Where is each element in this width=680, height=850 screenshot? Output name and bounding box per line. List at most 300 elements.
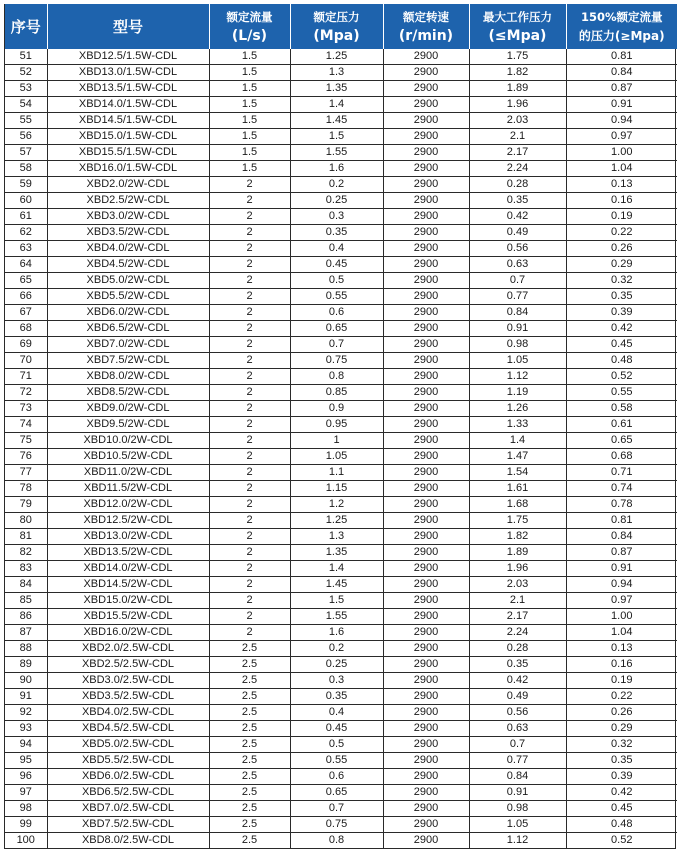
cell-rated-speed: 2900	[383, 241, 469, 257]
cell-seq: 73	[5, 401, 47, 417]
cell-max-pressure: 0.77	[469, 753, 566, 769]
cell-model: XBD12.5/1.5W-CDL	[47, 49, 209, 65]
cell-max-pressure: 1.82	[469, 65, 566, 81]
cell-max-pressure: 0.77	[469, 289, 566, 305]
cell-rated-flow: 2	[209, 593, 290, 609]
cell-rated-speed: 2900	[383, 49, 469, 65]
cell-rated-speed: 2900	[383, 673, 469, 689]
cell-rated-pressure: 0.45	[290, 721, 383, 737]
cell-model: XBD7.0/2.5W-CDL	[47, 801, 209, 817]
table-body	[5, 49, 677, 848]
header-seq	[5, 4, 47, 49]
header-rated-flow	[209, 4, 290, 49]
cell-rated-flow: 2.5	[209, 785, 290, 801]
cell-rated-flow: 2	[209, 273, 290, 289]
cell-max-pressure: 0.28	[469, 641, 566, 657]
cell-seq: 56	[5, 129, 47, 145]
cell-max-pressure: 1.68	[469, 497, 566, 513]
cell-model: XBD5.5/2W-CDL	[47, 289, 209, 305]
cell-rated-flow: 2	[209, 321, 290, 337]
cell-max-pressure: 1.96	[469, 561, 566, 577]
cell-seq: 62	[5, 225, 47, 241]
cell-rated-pressure: 1.1	[290, 465, 383, 481]
cell-rated-pressure: 0.25	[290, 193, 383, 209]
cell-seq: 82	[5, 545, 47, 561]
cell-model: XBD13.5/1.5W-CDL	[47, 81, 209, 97]
cell-150-flow-pressure: 0.22	[566, 689, 677, 705]
cell-rated-pressure: 0.5	[290, 273, 383, 289]
cell-max-pressure: 1.26	[469, 401, 566, 417]
cell-rated-flow: 2	[209, 529, 290, 545]
cell-seq: 96	[5, 769, 47, 785]
header-seq-label: 序号	[10, 17, 41, 36]
cell-rated-flow: 2	[209, 545, 290, 561]
cell-model: XBD2.5/2.5W-CDL	[47, 657, 209, 673]
cell-max-pressure: 0.91	[469, 321, 566, 337]
header-rated-flow-unit: (L/s)	[231, 27, 268, 44]
cell-model: XBD8.5/2W-CDL	[47, 385, 209, 401]
cell-rated-pressure: 1.5	[290, 593, 383, 609]
header-150-flow-pressure-label: 150%额定流量	[580, 9, 663, 24]
cell-max-pressure: 1.4	[469, 433, 566, 449]
cell-rated-flow: 2	[209, 449, 290, 465]
cell-rated-speed: 2900	[383, 337, 469, 353]
cell-seq: 57	[5, 145, 47, 161]
cell-150-flow-pressure: 0.97	[566, 593, 677, 609]
table-row	[5, 705, 677, 721]
cell-150-flow-pressure: 1.04	[566, 161, 677, 177]
cell-seq: 97	[5, 785, 47, 801]
cell-150-flow-pressure: 0.78	[566, 497, 677, 513]
cell-model: XBD15.5/2W-CDL	[47, 609, 209, 625]
cell-rated-pressure: 0.8	[290, 833, 383, 849]
cell-rated-speed: 2900	[383, 577, 469, 593]
table-row	[5, 305, 677, 321]
table-row	[5, 81, 677, 97]
cell-rated-flow: 1.5	[209, 81, 290, 97]
cell-rated-pressure: 1.35	[290, 545, 383, 561]
cell-150-flow-pressure: 0.87	[566, 81, 677, 97]
cell-rated-pressure: 0.75	[290, 817, 383, 833]
cell-150-flow-pressure: 0.19	[566, 673, 677, 689]
cell-rated-flow: 1.5	[209, 129, 290, 145]
cell-seq: 86	[5, 609, 47, 625]
cell-seq: 74	[5, 417, 47, 433]
cell-rated-flow: 1.5	[209, 97, 290, 113]
cell-seq: 72	[5, 385, 47, 401]
cell-rated-pressure: 1.5	[290, 129, 383, 145]
cell-max-pressure: 2.03	[469, 577, 566, 593]
cell-max-pressure: 0.42	[469, 209, 566, 225]
cell-max-pressure: 1.75	[469, 513, 566, 529]
table-row	[5, 385, 677, 401]
cell-rated-pressure: 1.25	[290, 49, 383, 65]
table-row	[5, 577, 677, 593]
cell-150-flow-pressure: 0.91	[566, 97, 677, 113]
cell-150-flow-pressure: 0.97	[566, 129, 677, 145]
cell-rated-flow: 2	[209, 241, 290, 257]
cell-model: XBD5.5/2.5W-CDL	[47, 753, 209, 769]
cell-model: XBD4.0/2.5W-CDL	[47, 705, 209, 721]
cell-rated-speed: 2900	[383, 817, 469, 833]
cell-seq: 53	[5, 81, 47, 97]
cell-seq: 84	[5, 577, 47, 593]
cell-rated-pressure: 0.6	[290, 769, 383, 785]
cell-150-flow-pressure: 0.16	[566, 657, 677, 673]
cell-rated-flow: 2	[209, 577, 290, 593]
cell-model: XBD5.0/2.5W-CDL	[47, 737, 209, 753]
cell-model: XBD15.0/2W-CDL	[47, 593, 209, 609]
cell-150-flow-pressure: 0.58	[566, 401, 677, 417]
cell-seq: 55	[5, 113, 47, 129]
cell-max-pressure: 0.56	[469, 705, 566, 721]
cell-150-flow-pressure: 0.13	[566, 641, 677, 657]
cell-150-flow-pressure: 0.94	[566, 577, 677, 593]
cell-max-pressure: 1.54	[469, 465, 566, 481]
cell-model: XBD4.0/2W-CDL	[47, 241, 209, 257]
cell-rated-flow: 2	[209, 353, 290, 369]
cell-rated-flow: 2	[209, 193, 290, 209]
cell-150-flow-pressure: 0.35	[566, 753, 677, 769]
cell-150-flow-pressure: 0.87	[566, 545, 677, 561]
cell-max-pressure: 0.28	[469, 177, 566, 193]
cell-rated-pressure: 0.25	[290, 657, 383, 673]
cell-rated-speed: 2900	[383, 209, 469, 225]
header-rated-speed	[383, 4, 469, 49]
cell-rated-flow: 2.5	[209, 721, 290, 737]
table-row	[5, 721, 677, 737]
cell-model: XBD12.5/2W-CDL	[47, 513, 209, 529]
table-row	[5, 273, 677, 289]
cell-rated-flow: 2.5	[209, 833, 290, 849]
cell-model: XBD6.0/2W-CDL	[47, 305, 209, 321]
table-row	[5, 257, 677, 273]
cell-seq: 65	[5, 273, 47, 289]
table-row	[5, 497, 677, 513]
cell-150-flow-pressure: 0.65	[566, 433, 677, 449]
cell-model: XBD7.0/2W-CDL	[47, 337, 209, 353]
cell-rated-speed: 2900	[383, 177, 469, 193]
cell-model: XBD11.0/2W-CDL	[47, 465, 209, 481]
cell-rated-speed: 2900	[383, 497, 469, 513]
header-rated-speed-unit: (r/min)	[398, 27, 454, 44]
header-max-pressure-label: 最大工作压力	[483, 9, 552, 24]
cell-rated-speed: 2900	[383, 833, 469, 849]
cell-rated-pressure: 1.4	[290, 97, 383, 113]
cell-150-flow-pressure: 0.39	[566, 769, 677, 785]
cell-max-pressure: 1.47	[469, 449, 566, 465]
table-row	[5, 145, 677, 161]
cell-max-pressure: 0.7	[469, 737, 566, 753]
cell-rated-pressure: 0.45	[290, 257, 383, 273]
cell-rated-flow: 2	[209, 625, 290, 641]
cell-rated-speed: 2900	[383, 113, 469, 129]
cell-seq: 83	[5, 561, 47, 577]
cell-150-flow-pressure: 0.55	[566, 385, 677, 401]
table-row	[5, 97, 677, 113]
cell-seq: 54	[5, 97, 47, 113]
cell-rated-flow: 2	[209, 497, 290, 513]
cell-rated-speed: 2900	[383, 289, 469, 305]
cell-rated-pressure: 0.55	[290, 289, 383, 305]
cell-max-pressure: 1.82	[469, 529, 566, 545]
header-model-label: 型号	[112, 17, 143, 36]
table-row	[5, 753, 677, 769]
cell-rated-speed: 2900	[383, 593, 469, 609]
cell-model: XBD2.5/2W-CDL	[47, 193, 209, 209]
cell-rated-pressure: 1.35	[290, 81, 383, 97]
cell-150-flow-pressure: 0.45	[566, 801, 677, 817]
cell-150-flow-pressure: 0.52	[611, 834, 633, 846]
cell-150-flow-pressure: 0.32	[566, 273, 677, 289]
header-max-pressure-unit: (≤Mpa)	[488, 27, 547, 44]
cell-150-flow-pressure: 0.42	[566, 785, 677, 801]
table-row	[5, 321, 677, 337]
cell-seq: 93	[5, 721, 47, 737]
cell-model: XBD13.5/2W-CDL	[47, 545, 209, 561]
cell-max-pressure: 0.7	[469, 273, 566, 289]
table-row	[5, 177, 677, 193]
cell-max-pressure: 2.17	[469, 609, 566, 625]
cell-rated-pressure: 0.65	[290, 321, 383, 337]
cell-seq: 69	[5, 337, 47, 353]
cell-150-flow-pressure: 0.48	[566, 353, 677, 369]
cell-max-pressure: 0.63	[469, 721, 566, 737]
cell-max-pressure: 1.12	[469, 369, 566, 385]
cell-rated-flow: 2.5	[209, 737, 290, 753]
table-row	[5, 129, 677, 145]
cell-rated-pressure: 1.45	[290, 113, 383, 129]
cell-max-pressure: 0.84	[469, 769, 566, 785]
cell-max-pressure: 0.98	[469, 337, 566, 353]
cell-150-flow-pressure: 1.00	[566, 609, 677, 625]
cell-max-pressure: 1.75	[469, 49, 566, 65]
cell-seq: 58	[5, 161, 47, 177]
cell-model: XBD14.5/2W-CDL	[47, 577, 209, 593]
cell-rated-pressure: 1.45	[290, 577, 383, 593]
cell-rated-flow: 2	[209, 433, 290, 449]
cell-max-pressure: 1.19	[469, 385, 566, 401]
header-rated-pressure-label: 额定压力	[313, 9, 360, 24]
pump-spec-table	[5, 4, 677, 848]
cell-150-flow-pressure: 0.13	[566, 177, 677, 193]
cell-seq: 91	[5, 689, 47, 705]
cell-rated-speed: 2900	[383, 257, 469, 273]
cell-seq: 92	[5, 705, 47, 721]
cell-model: XBD5.0/2W-CDL	[47, 273, 209, 289]
cell-rated-pressure: 0.7	[290, 337, 383, 353]
table-row	[5, 673, 677, 689]
table-row	[5, 369, 677, 385]
cell-rated-pressure: 0.55	[290, 753, 383, 769]
cell-rated-flow: 2	[209, 609, 290, 625]
cell-150-flow-pressure: 0.39	[566, 305, 677, 321]
cell-max-pressure: 2.24	[469, 161, 566, 177]
cell-rated-speed: 2900	[383, 545, 469, 561]
cell-model: XBD14.0/2W-CDL	[47, 561, 209, 577]
cell-150-flow-pressure: 0.94	[566, 113, 677, 129]
cell-seq: 66	[5, 289, 47, 305]
cell-rated-pressure: 1.2	[290, 497, 383, 513]
table-row	[5, 289, 677, 305]
cell-rated-flow: 2	[209, 401, 290, 417]
cell-rated-pressure: 0.65	[290, 785, 383, 801]
cell-model: XBD2.0/2W-CDL	[47, 177, 209, 193]
cell-seq: 78	[5, 481, 47, 497]
cell-rated-speed: 2900	[383, 321, 469, 337]
cell-rated-pressure: 1.15	[290, 481, 383, 497]
cell-max-pressure: 2.24	[469, 625, 566, 641]
cell-seq: 70	[5, 353, 47, 369]
cell-rated-speed: 2900	[383, 641, 469, 657]
cell-rated-flow: 2	[209, 513, 290, 529]
table-row	[5, 401, 677, 417]
cell-150-flow-pressure: 0.68	[566, 449, 677, 465]
table-header	[5, 4, 677, 49]
cell-rated-speed: 2900	[383, 801, 469, 817]
table-row	[5, 689, 677, 705]
cell-rated-speed: 2900	[383, 273, 469, 289]
cell-max-pressure: 2.17	[469, 145, 566, 161]
cell-max-pressure: 1.61	[469, 481, 566, 497]
table-row	[5, 353, 677, 369]
table-row	[5, 801, 677, 817]
cell-rated-pressure: 0.4	[290, 241, 383, 257]
cell-seq: 98	[5, 801, 47, 817]
cell-rated-flow: 2.5	[209, 801, 290, 817]
cell-model: XBD4.5/2.5W-CDL	[47, 721, 209, 737]
header-max-pressure	[469, 4, 566, 49]
cell-model: XBD9.5/2W-CDL	[47, 417, 209, 433]
table-row	[5, 785, 677, 801]
table-row	[5, 529, 677, 545]
cell-150-flow-pressure: 0.42	[566, 321, 677, 337]
cell-seq: 89	[5, 657, 47, 673]
cell-rated-flow: 2.5	[209, 753, 290, 769]
cell-max-pressure: 0.84	[469, 305, 566, 321]
cell-seq: 52	[5, 65, 47, 81]
table-row	[5, 657, 677, 673]
cell-rated-pressure: 1.6	[290, 625, 383, 641]
table-row	[5, 625, 677, 641]
cell-rated-speed: 2900	[383, 97, 469, 113]
cell-seq: 90	[5, 673, 47, 689]
cell-150-flow-pressure: 0.84	[566, 65, 677, 81]
cell-rated-speed: 2900	[383, 353, 469, 369]
cell-150-flow-pressure: 0.29	[566, 257, 677, 273]
cell-rated-speed: 2900	[383, 433, 469, 449]
cell-max-pressure: 1.89	[469, 81, 566, 97]
table-row	[5, 817, 677, 833]
cell-model: XBD2.0/2.5W-CDL	[47, 641, 209, 657]
table-row	[5, 513, 677, 529]
cell-150-flow-pressure: 0.32	[566, 737, 677, 753]
cell-rated-speed: 2900	[383, 161, 469, 177]
cell-model: XBD6.5/2W-CDL	[47, 321, 209, 337]
table-row	[5, 545, 677, 561]
cell-rated-flow: 2	[209, 337, 290, 353]
table-row	[5, 481, 677, 497]
cell-150-flow-pressure: 0.84	[566, 529, 677, 545]
cell-seq: 67	[5, 305, 47, 321]
cell-rated-flow: 2	[209, 257, 290, 273]
cell-rated-pressure: 1.55	[290, 145, 383, 161]
cell-rated-pressure: 1.05	[290, 449, 383, 465]
cell-rated-flow: 2	[209, 465, 290, 481]
cell-rated-flow: 2	[209, 385, 290, 401]
cell-rated-flow: 2.5	[209, 705, 290, 721]
cell-rated-speed: 2900	[383, 145, 469, 161]
table-row	[5, 449, 677, 465]
cell-max-pressure: 0.49	[469, 689, 566, 705]
cell-seq: 77	[5, 465, 47, 481]
cell-rated-speed: 2900	[383, 481, 469, 497]
cell-rated-flow: 2.5	[209, 817, 290, 833]
cell-seq: 80	[5, 513, 47, 529]
cell-rated-flow: 2	[209, 177, 290, 193]
cell-rated-speed: 2900	[383, 609, 469, 625]
cell-rated-speed: 2900	[383, 513, 469, 529]
cell-150-flow-pressure: 0.45	[566, 337, 677, 353]
cell-model: XBD10.0/2W-CDL	[47, 433, 209, 449]
cell-seq: 100	[5, 833, 47, 849]
header-150-flow-pressure	[566, 4, 677, 49]
cell-rated-flow: 2.5	[209, 769, 290, 785]
cell-rated-speed: 2900	[383, 385, 469, 401]
cell-seq: 51	[5, 49, 47, 65]
cell-rated-speed: 2900	[383, 449, 469, 465]
cell-max-pressure: 0.98	[469, 801, 566, 817]
cell-seq: 59	[5, 177, 47, 193]
cell-rated-speed: 2900	[383, 769, 469, 785]
cell-model: XBD6.5/2.5W-CDL	[47, 785, 209, 801]
cell-rated-pressure: 1.3	[290, 65, 383, 81]
table-row	[5, 161, 677, 177]
cell-rated-speed: 2900	[383, 753, 469, 769]
cell-max-pressure: 1.96	[469, 97, 566, 113]
header-rated-pressure	[290, 4, 383, 49]
cell-rated-speed: 2900	[383, 721, 469, 737]
cell-150-flow-pressure: 0.61	[566, 417, 677, 433]
table-row	[5, 225, 677, 241]
cell-model: XBD3.5/2.5W-CDL	[47, 689, 209, 705]
cell-max-pressure: 1.89	[469, 545, 566, 561]
table-row	[5, 465, 677, 481]
cell-seq: 61	[5, 209, 47, 225]
cell-max-pressure: 0.49	[469, 225, 566, 241]
cell-rated-pressure: 1.55	[290, 609, 383, 625]
cell-model: XBD16.0/2W-CDL	[47, 625, 209, 641]
cell-model: XBD10.5/2W-CDL	[47, 449, 209, 465]
table-row	[5, 737, 677, 753]
table-row	[5, 113, 677, 129]
cell-model: XBD13.0/2W-CDL	[47, 529, 209, 545]
cell-rated-speed: 2900	[383, 529, 469, 545]
cell-rated-pressure: 0.7	[290, 801, 383, 817]
cell-rated-pressure: 0.3	[290, 209, 383, 225]
cell-model: XBD3.5/2W-CDL	[47, 225, 209, 241]
cell-rated-flow: 2.5	[209, 657, 290, 673]
header-rated-speed-label: 额定转速	[403, 9, 449, 24]
cell-rated-flow: 1.5	[209, 113, 290, 129]
header-rated-pressure-unit: (Mpa)	[313, 27, 360, 44]
table-row	[5, 769, 677, 785]
table-row	[5, 193, 677, 209]
table-row	[5, 593, 677, 609]
cell-rated-flow: 2	[209, 481, 290, 497]
cell-rated-pressure: 0.75	[290, 353, 383, 369]
cell-rated-speed: 2900	[383, 737, 469, 753]
